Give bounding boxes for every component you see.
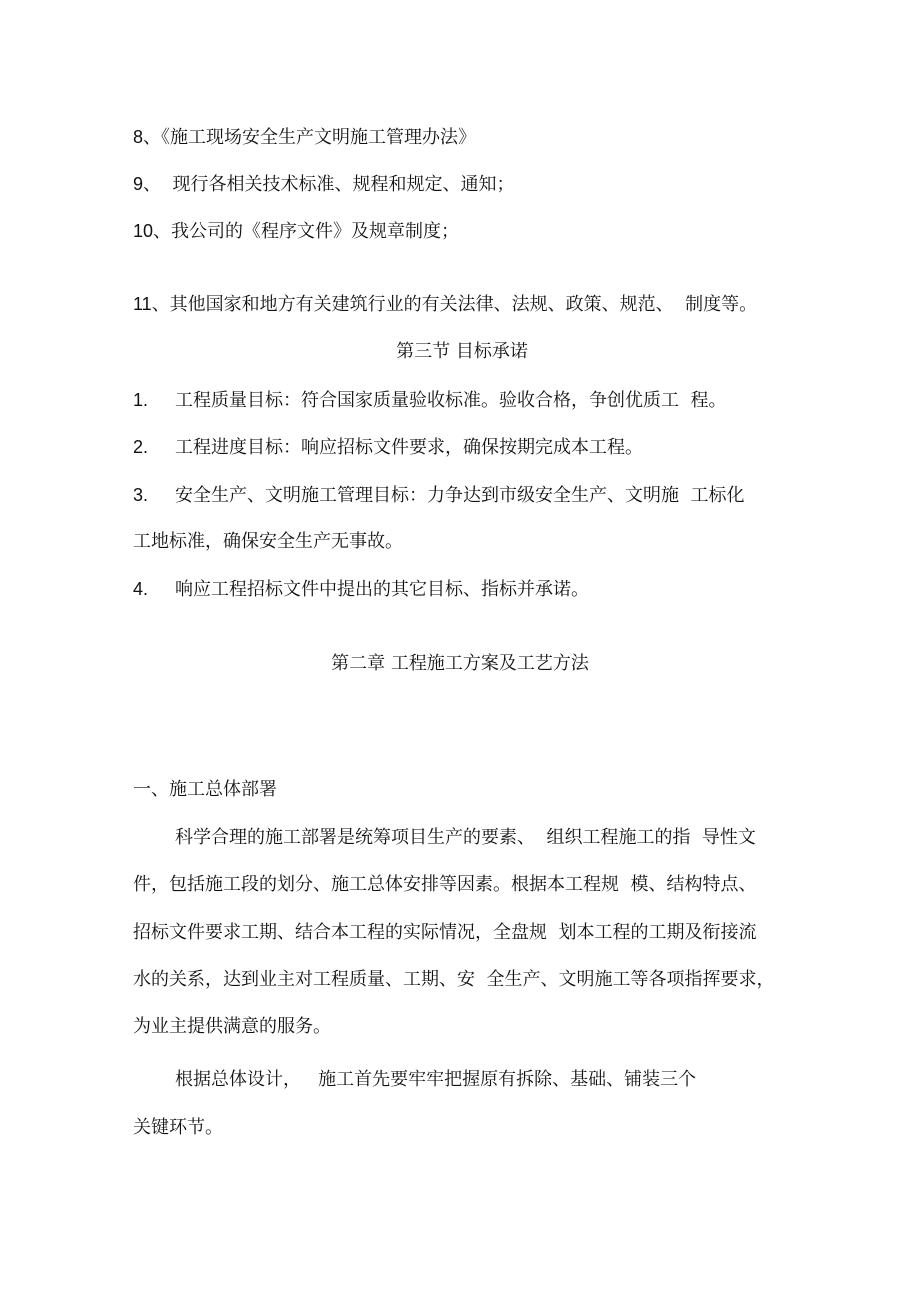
goal-number: 1.: [133, 390, 149, 410]
goal-number: 3.: [133, 485, 149, 505]
list-number: 10: [133, 221, 154, 241]
goal-number: 4.: [133, 579, 149, 599]
paragraph-line: 关键环节。: [133, 1117, 223, 1138]
chapter-title: 第二章 工程施工方案及工艺方法: [331, 653, 589, 674]
paragraph-line: 水的关系，达到业主对工程质量、工期、安 全生产、文明施工等各项指挥要求，: [133, 969, 775, 990]
goal-item-1: [133, 388, 726, 413]
goal-text: 安全生产、文明施工管理目标：力争达到市级安全生产、文明施 工标化: [175, 485, 745, 506]
list-text: 、 现行各相关技术标准、规程和规定、通知；: [143, 174, 515, 195]
goal-item-3: [133, 483, 744, 508]
section-title: 第三节 目标承诺: [396, 341, 528, 362]
paragraph-line: 科学合理的施工部署是统筹项目生产的要素、 组织工程施工的指 导性文: [175, 827, 756, 848]
list-text: 、其他国家和地方有关建筑行业的有关法律、法规、政策、规范、 制度等。: [151, 294, 758, 315]
goal-text: 工程质量目标：符合国家质量验收标准。验收合格，争创优质工 程。: [175, 390, 727, 411]
list-number: 11: [133, 294, 152, 314]
goal-number: 2.: [133, 437, 149, 457]
list-item-9: [133, 172, 514, 197]
paragraph-line: 为业主提供满意的服务。: [133, 1016, 331, 1037]
paragraph-line: 件，包括施工段的划分、施工总体安排等因素。根据本工程规 模、结构特点、: [133, 874, 757, 895]
list-text: 、我公司的《程序文件》及规章制度；: [153, 221, 460, 242]
goal-text: 响应工程招标文件中提出的其它目标、指标并承诺。: [175, 579, 589, 600]
list-number: 9: [133, 174, 144, 194]
goal-item-4: [133, 577, 589, 602]
paragraph-line: 招标文件要求工期、结合本工程的实际情况，全盘规 划本工程的工期及衔接流: [133, 922, 757, 943]
list-item-8: [133, 125, 476, 150]
goal-item-2: [133, 435, 643, 460]
goal-text: 工程进度目标：响应招标文件要求，确保按期完成本工程。: [175, 437, 643, 458]
goal-item-3-continuation: 工地标准，确保安全生产无事故。: [133, 531, 403, 552]
list-text: 、《施工现场安全生产文明施工管理办法》: [143, 127, 477, 148]
paragraph-line: 根据总体设计， 施工首先要牢牢把握原有拆除、基础、铺装三个: [175, 1069, 697, 1090]
list-number: 8: [133, 127, 144, 147]
list-item-10: [133, 219, 459, 244]
list-item-11: [133, 292, 757, 317]
subsection-heading: 一、施工总体部署: [133, 779, 277, 800]
